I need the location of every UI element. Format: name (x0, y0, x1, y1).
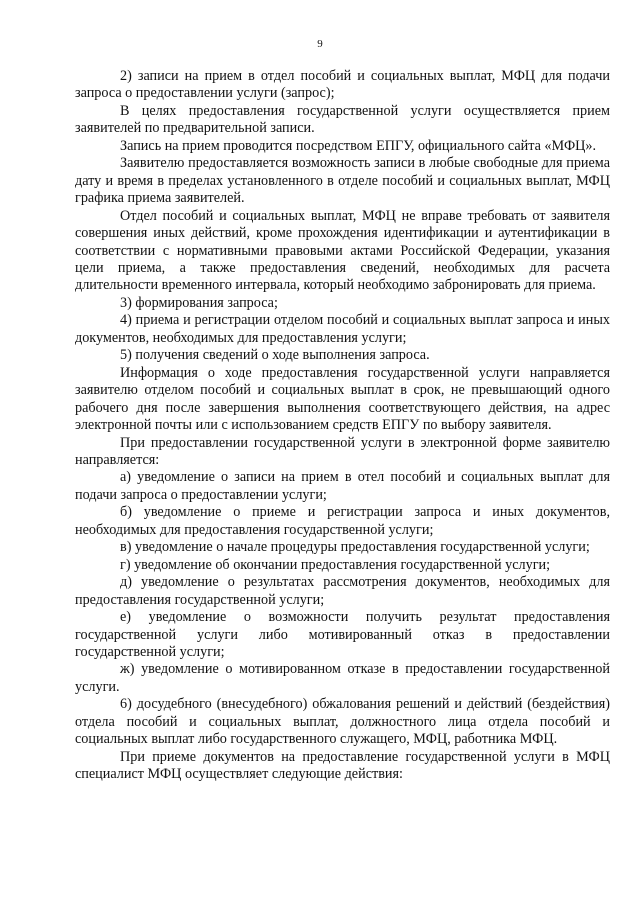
paragraph-item-6-appeal: 6) досудебного (внесудебного) обжалования решений и действий (бездействия) отдела пособий и социальных выплат, должностного лица отдела пособий и социальных выплат либо государственного служащего, МФЦ, работника МФЦ. (75, 696, 610, 748)
paragraph-free-slots: Заявителю предоставляется возможность записи в любые свободные для приема дату и время в пределах установленного в отделе пособий и социальных выплат, МФЦ графика приема заявителей. (75, 155, 610, 207)
list-item-a: а) уведомление о записи на прием в отел пособий и социальных выплат для подачи запроса о предоставлении услуги; (75, 469, 610, 503)
paragraph-item-2-appointment-record: 2) записи на прием в отдел пособий и социальных выплат, МФЦ для подачи запроса о предоставлении услуги (запрос); (75, 68, 610, 102)
paragraph-preliminary-record: В целях предоставления государственной услуги осуществляется прием заявителей по предварительной записи. (75, 102, 610, 137)
list-item-zh: ж) уведомление о мотивированном отказе в предоставлении государственной услуги. (75, 661, 610, 695)
paragraph-progress-notification: Информация о ходе предоставления государственной услуги направляется заявителю отделом пособий и социальных выплат в срок, не превышающий одного рабочего дня после завершения выполнения соответствующего действия, на адрес электронной почты или с использованием средств ЕПГУ по выбору заявителя. (75, 364, 610, 434)
page-number: 9 (317, 38, 323, 50)
paragraph-electronic-form-intro: При предоставлении государственной услуги в электронной форме заявителю направляется: (75, 434, 610, 468)
paragraph-item-5-status-info: 5) получения сведений о ходе выполнения запроса. (120, 347, 430, 364)
list-item-d: д) уведомление о результатах рассмотрения документов, необходимых для предоставления государственной услуги; (75, 574, 610, 608)
page-body (75, 68, 610, 784)
paragraph-item-4-registration: 4) приема и регистрации отделом пособий и социальных выплат запроса и иных документов, необходимых для предоставления услуги; (75, 312, 610, 346)
list-item-b: б) уведомление о приеме и регистрации запроса и иных документов, необходимых для предоставления государственной услуги; (75, 504, 610, 538)
list-item-v: в) уведомление о начале процедуры предоставления государственной услуги; (120, 539, 590, 556)
paragraph-record-via-epgu: Запись на прием проводится посредством ЕПГУ, официального сайта «МФЦ». (120, 137, 597, 154)
paragraph-department-restrictions: Отдел пособий и социальных выплат, МФЦ не вправе требовать от заявителя совершения иных действий, кроме прохождения идентификации и аутентификации в соответствии с нормативными правовыми актами Российской Федерации, указания цели приема, а также предоставления сведений, необходимых для расчета длительности временного интервала, который необходимо забронировать для приема. (75, 207, 610, 294)
list-item-g: г) уведомление об окончании предоставления государственной услуги; (120, 556, 551, 573)
paragraph-mfc-actions: При приеме документов на предоставление государственной услуги в МФЦ специалист МФЦ осуществляет следующие действия: (75, 748, 610, 783)
paragraph-item-3-request-forming: 3) формирования запроса; (120, 294, 278, 311)
list-item-e: е) уведомление о возможности получить результат предоставления государственной услуги либо мотивированный отказ в предоставлении государственной услуги; (75, 609, 610, 660)
